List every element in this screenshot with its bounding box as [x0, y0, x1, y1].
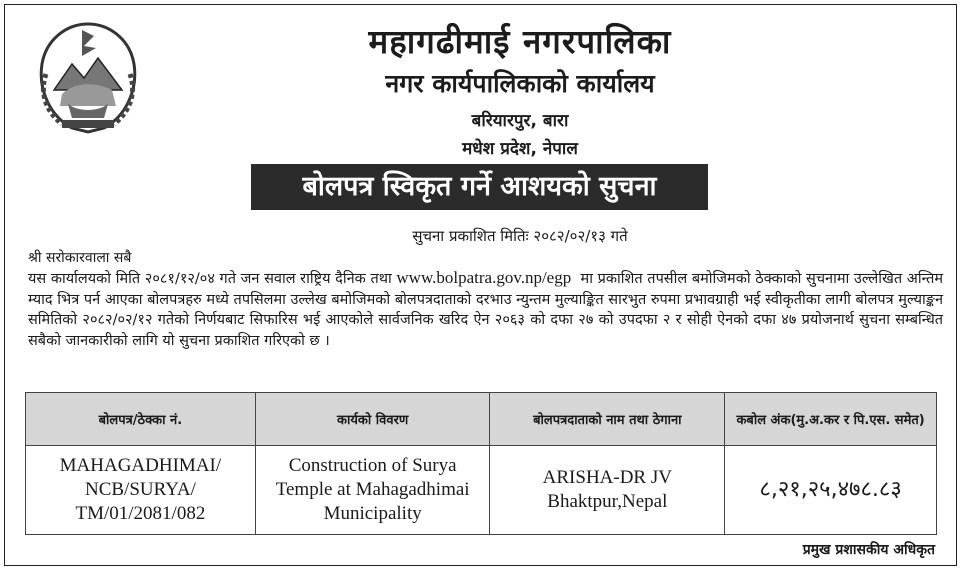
- bid-table: [25, 392, 937, 535]
- header-contract-no: बोलपत्र/ठेक्का नं.: [26, 393, 256, 446]
- description-cell: Construction of Surya Temple at Mahagadhimai Municipality: [255, 446, 490, 535]
- municipality-name: महागढीमाई नगरपालिका: [368, 22, 672, 61]
- header-bidder: बोलपत्रदाताको नाम तथा ठेगाना: [490, 393, 725, 446]
- office-location: बरियारपुर, बारा: [471, 111, 569, 131]
- notice-body: [28, 268, 943, 351]
- contract-no-cell: MAHAGADHIMAI/ NCB/SURYA/ TM/01/2081/082: [26, 446, 256, 535]
- published-date: सुचना प्रकाशित मितिः २०८२/०२/१३ गते: [412, 227, 628, 245]
- signature: प्रमुख प्रशासकीय अधिकृत: [802, 542, 935, 558]
- body-text-2: मा प्रकाशित तपसील बमोजिमको ठेक्काको सुचनामा उल्लेखित अन्तिम म्याद भित्र पर्न आएका बोलपत्रहरु मध्ये तपसिलमा उल्लेख बमोजिमको बोलपत्रदाताको दरभाउ न्युन्तम मुल्याङ्कित सारभुत रुपमा प्रभावग्राही भई स्वीकृतीका लागी बोलपत्र मुल्याङ्कन समितिको २०८२/०२/१२ गतेको निर्णयबाट सिफारिस भई आएकोले सार्वजनिक खरिद ऐन २०६३ को दफा २७ को उपदफा २ र सोही ऐनको दफा ४७ प्रयोजनार्थ सुचना सम्बन्धित सबैको जानकारीको लागि यो सुचना प्रकाशित गरिएको छ ।: [28, 271, 944, 349]
- bolpatra-link[interactable]: www.bolpatra.gov.np/egp: [396, 268, 572, 287]
- amount-cell: ८,२१,२५,४७८.८३: [725, 446, 937, 535]
- office-name: नगर कार्यपालिकाको कार्यालय: [385, 69, 655, 98]
- header-amount: कबोल अंक(मु.अ.कर र पि.एस. समेत): [725, 393, 937, 446]
- table-header-row: [26, 393, 937, 446]
- bidder-cell: ARISHA-DR JV Bhaktpur,Nepal: [490, 446, 725, 535]
- table-row: [26, 446, 937, 535]
- body-text-1: यस कार्यालयको मिति २०८१/१२/०४ गते जन सवाल राष्ट्रिय दैनिक तथा: [28, 271, 392, 287]
- addressee: श्री सरोकारवाला सबै: [28, 250, 132, 266]
- notice-title: बोलपत्र स्विकृत गर्ने आशयको सुचना: [251, 164, 708, 210]
- government-emblem-icon: [32, 20, 144, 138]
- office-province: मधेश प्रदेश, नेपाल: [462, 139, 578, 159]
- header-description: कार्यको विवरण: [255, 393, 490, 446]
